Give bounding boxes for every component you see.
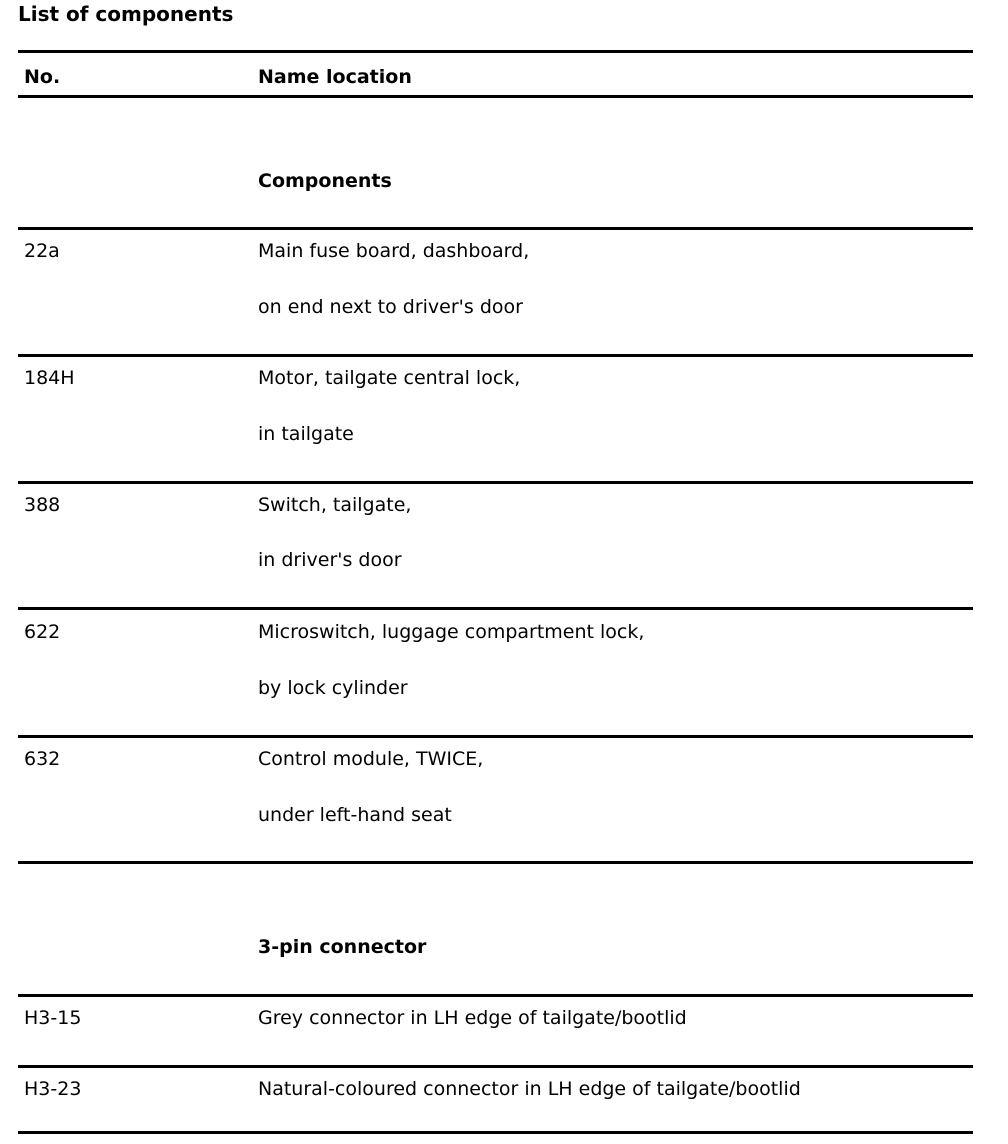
divider <box>18 354 973 357</box>
divider <box>18 735 973 738</box>
component-name: Microswitch, luggage compartment lock, <box>258 621 645 643</box>
connector-number: H3-15 <box>24 1007 82 1029</box>
connector-number: H3-23 <box>24 1078 82 1100</box>
divider <box>18 861 973 864</box>
divider <box>18 1065 973 1068</box>
column-header-no: No. <box>24 66 61 88</box>
divider <box>18 994 973 997</box>
component-location: on end next to driver's door <box>258 296 523 318</box>
divider <box>18 227 973 230</box>
connector-description: Natural-coloured connector in LH edge of tailgate/bootlid <box>258 1078 801 1100</box>
section-heading-components: Components <box>258 170 392 192</box>
divider <box>18 607 973 610</box>
component-number: 632 <box>24 748 61 770</box>
component-location: in tailgate <box>258 423 354 445</box>
component-name: Control module, TWICE, <box>258 748 484 770</box>
component-location: by lock cylinder <box>258 677 408 699</box>
component-number: 184H <box>24 367 75 389</box>
document-title: List of components <box>18 2 234 26</box>
component-name: Switch, tailgate, <box>258 494 412 516</box>
divider <box>18 1131 973 1134</box>
component-name: Main fuse board, dashboard, <box>258 240 530 262</box>
component-name: Motor, tailgate central lock, <box>258 367 521 389</box>
divider <box>18 50 973 53</box>
divider <box>18 481 973 484</box>
divider <box>18 95 973 98</box>
component-number: 622 <box>24 621 61 643</box>
column-header-name-location: Name location <box>258 66 412 88</box>
connector-description: Grey connector in LH edge of tailgate/bootlid <box>258 1007 687 1029</box>
component-location: in driver's door <box>258 549 402 571</box>
section-heading-3-pin-connector: 3-pin connector <box>258 936 427 958</box>
component-location: under left-hand seat <box>258 804 452 826</box>
component-number: 22a <box>24 240 60 262</box>
component-number: 388 <box>24 494 61 516</box>
